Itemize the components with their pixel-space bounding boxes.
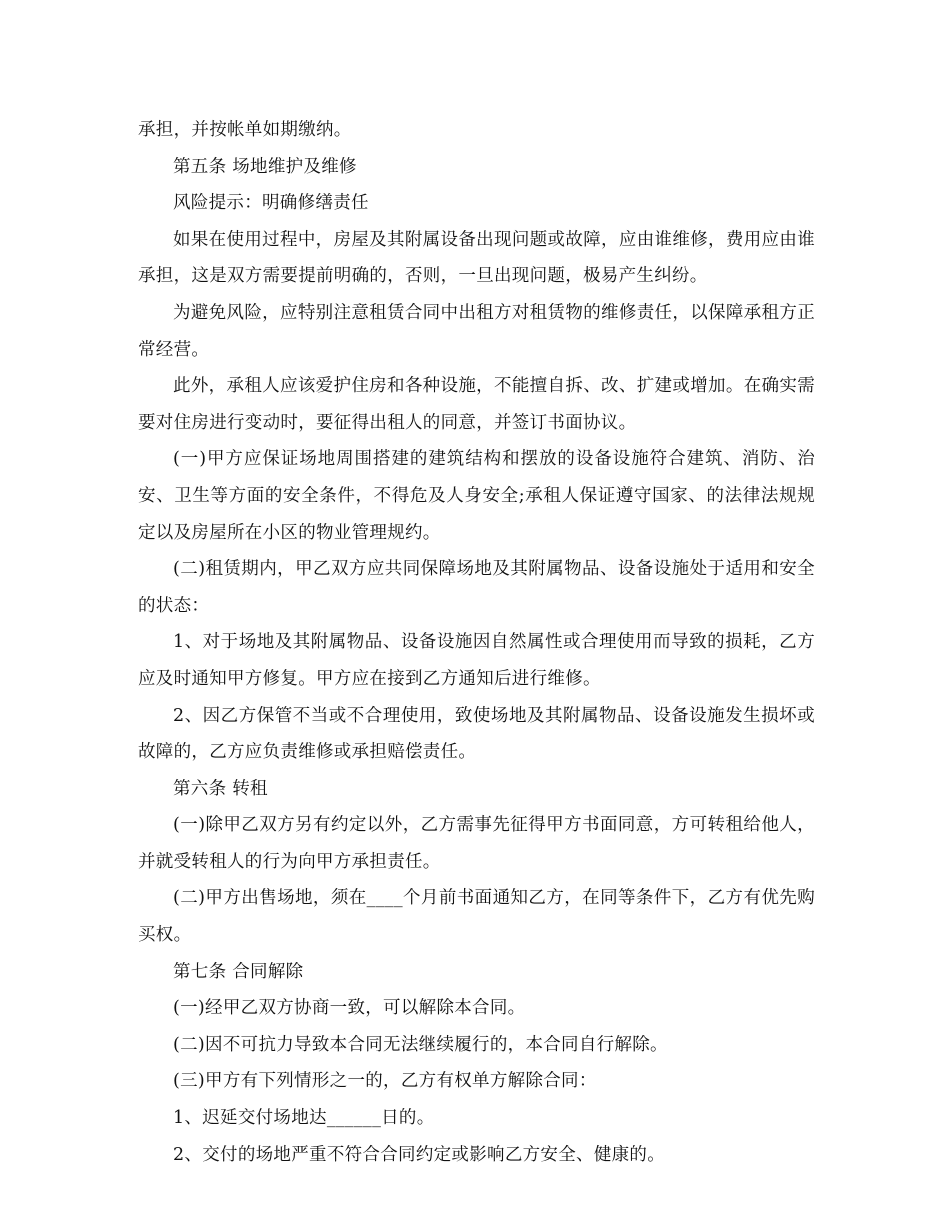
clause-5-2: (二)租赁期内，甲乙双方应共同保障场地及其附属物品、设备设施处于适用和安全的状态： bbox=[138, 559, 815, 616]
clause-7-2: (二)因不可抗力导致本合同无法继续履行的，本合同自行解除。 bbox=[173, 1034, 668, 1055]
clause-5-1: (一)甲方应保证场地周围搭建的建筑结构和摆放的设备设施符合建筑、消防、治安、卫生等方面的安全条件，不得危及人身安全;承租人保证遵守国家、的法律法规规定以及房屋所在小区的物业管理规约。 bbox=[138, 449, 815, 543]
paragraph: 如果在使用过程中，房屋及其附属设备出现问题或故障，应由谁维修，费用应由谁承担，这是双方需要提前明确的，否则，一旦出现问题，极易产生纠纷。 bbox=[138, 229, 815, 287]
clause-5-2-item-1: 1、对于场地及其附属物品、设备设施因自然属性或合理使用而导致的损耗，乙方应及时通知甲方修复。甲方应在接到乙方通知后进行维修。 bbox=[138, 632, 815, 689]
paragraph-continuation: 承担，并按帐单如期缴纳。 bbox=[138, 120, 352, 140]
paragraph: 为避免风险，应特别注意租赁合同中出租方对租赁物的维修责任，以保障承租方正常经营。 bbox=[138, 302, 815, 360]
clause-6-1: (一)除甲乙双方另有约定以外，乙方需事先征得甲方书面同意，方可转租给他人，并就受转租人的行为向甲方承担责任。 bbox=[138, 815, 815, 872]
risk-tip: 风险提示：明确修缮责任 bbox=[173, 193, 369, 214]
paragraph: 此外，承租人应该爱护住房和各种设施，不能擅自拆、改、扩建或增加。在确实需要对住房进行变动时，要征得出租人的同意，并签订书面协议。 bbox=[138, 376, 815, 433]
clause-5-2-item-2: 2、因乙方保管不当或不合理使用，致使场地及其附属物品、设备设施发生损坏或故障的，乙方应负责维修或承担赔偿责任。 bbox=[138, 705, 815, 763]
article-5-heading: 第五条 场地维护及维修 bbox=[173, 156, 357, 177]
clause-6-2: (二)甲方出售场地，须在____个月前书面通知乙方，在同等条件下，乙方有优先购买权。 bbox=[138, 888, 815, 946]
article-7-heading: 第七条 合同解除 bbox=[173, 961, 304, 982]
clause-7-3: (三)甲方有下列情形之一的，乙方有权单方解除合同： bbox=[173, 1071, 597, 1092]
document-body bbox=[138, 112, 815, 1173]
clause-7-3-item-2: 2、交付的场地严重不符合合同约定或影响乙方安全、健康的。 bbox=[173, 1144, 666, 1165]
article-6-heading: 第六条 转租 bbox=[173, 778, 268, 799]
clause-7-1: (一)经甲乙双方协商一致，可以解除本合同。 bbox=[173, 998, 526, 1019]
clause-7-3-item-1: 1、迟延交付场地达______日的。 bbox=[173, 1108, 435, 1129]
